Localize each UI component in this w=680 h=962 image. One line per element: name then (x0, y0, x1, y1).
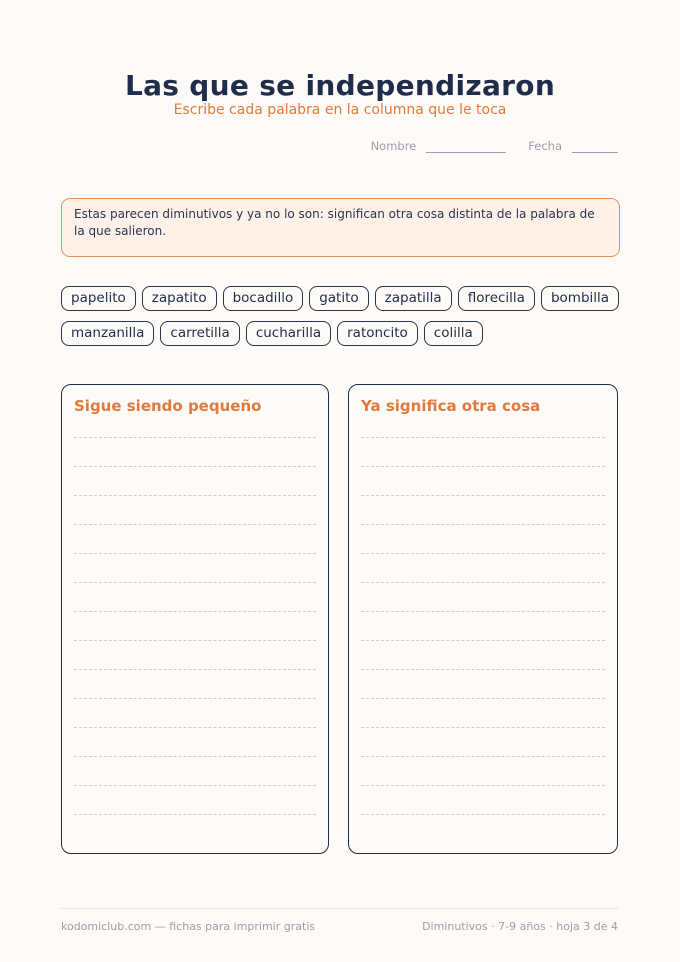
writing-line[interactable] (74, 814, 316, 843)
column-title-other-meaning: Ya significa otra cosa (361, 397, 541, 415)
word-chip[interactable]: bombilla (541, 286, 619, 311)
writing-line[interactable] (74, 524, 316, 553)
column-title-still-small: Sigue siendo pequeño (74, 397, 262, 415)
writing-line[interactable] (74, 727, 316, 756)
writing-lines[interactable] (361, 437, 605, 843)
writing-line[interactable] (74, 669, 316, 698)
writing-line[interactable] (361, 785, 605, 814)
name-date-fields (371, 139, 618, 153)
writing-lines[interactable] (74, 437, 316, 843)
date-blank[interactable] (572, 140, 618, 153)
page-subtitle: Escribe cada palabra en la columna que le toca (173, 102, 507, 118)
word-chip[interactable]: carretilla (160, 321, 239, 346)
writing-line[interactable] (361, 727, 605, 756)
footer-divider (61, 908, 618, 909)
writing-line[interactable] (74, 553, 316, 582)
writing-line[interactable] (74, 582, 316, 611)
writing-line[interactable] (361, 437, 605, 466)
word-chip[interactable]: manzanilla (61, 321, 154, 346)
writing-line[interactable] (361, 640, 605, 669)
writing-line[interactable] (74, 785, 316, 814)
word-chip[interactable]: bocadillo (223, 286, 304, 311)
footer-site: kodomiclub.com — fichas para imprimir gratis (61, 920, 316, 933)
writing-line[interactable] (361, 582, 605, 611)
word-chip[interactable]: papelito (61, 286, 136, 311)
footer-sheet-info: Diminutivos · 7-9 años · hoja 3 de 4 (422, 920, 618, 933)
word-chip[interactable]: ratoncito (337, 321, 418, 346)
word-chip[interactable]: cucharilla (246, 321, 331, 346)
writing-line[interactable] (361, 553, 605, 582)
column-still-small (61, 384, 329, 854)
word-chip[interactable]: zapatilla (375, 286, 452, 311)
writing-line[interactable] (361, 466, 605, 495)
word-bank (61, 286, 621, 346)
word-chip[interactable]: gatito (309, 286, 368, 311)
writing-line[interactable] (361, 669, 605, 698)
writing-line[interactable] (74, 466, 316, 495)
instruction-note: Estas parecen diminutivos y ya no lo son: significan otra cosa distinta de la palabra de la que salieron. (61, 198, 620, 257)
writing-line[interactable] (74, 698, 316, 727)
writing-line[interactable] (74, 756, 316, 785)
writing-line[interactable] (361, 495, 605, 524)
word-chip[interactable]: zapatito (142, 286, 217, 311)
writing-line[interactable] (361, 698, 605, 727)
page-title: Las que se independizaron (124, 68, 556, 102)
writing-line[interactable] (361, 524, 605, 553)
word-chip[interactable]: colilla (424, 321, 483, 346)
writing-line[interactable] (361, 611, 605, 640)
writing-line[interactable] (361, 756, 605, 785)
writing-line[interactable] (74, 640, 316, 669)
writing-line[interactable] (74, 437, 316, 466)
column-other-meaning (348, 384, 618, 854)
name-blank[interactable] (426, 140, 506, 153)
word-chip[interactable]: florecilla (458, 286, 535, 311)
name-label: Nombre (370, 139, 417, 153)
date-label: Fecha (528, 139, 562, 153)
writing-line[interactable] (361, 814, 605, 843)
writing-line[interactable] (74, 495, 316, 524)
writing-line[interactable] (74, 611, 316, 640)
